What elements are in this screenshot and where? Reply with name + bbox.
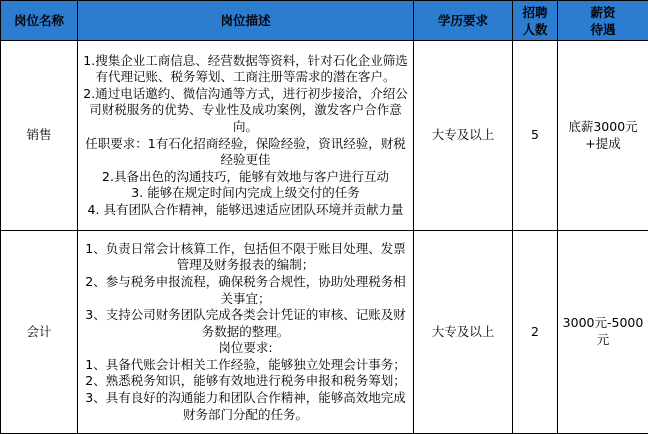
table-row-sales (1, 41, 648, 231)
cell-description (78, 41, 414, 231)
description-line: 3、具有良好的沟通能力和团队合作精神，能够高效地完成财务部门分配的任务。 (80, 390, 411, 423)
cell-salary: 底薪3000元+提成 (558, 41, 648, 231)
header-headcount-line1: 招聘 (515, 4, 555, 21)
cell-salary: 3000元-5000元 (558, 231, 648, 434)
description-line: 任职要求：1有石化招商经验，保险经验，资讯经验，财税经验更佳 (80, 136, 411, 169)
cell-description (78, 231, 414, 434)
description-line: 岗位要求: (80, 340, 411, 357)
description-line: 3. 能够在规定时间内完成上级交付的任务 (80, 185, 411, 202)
description-line: 1.搜集企业工商信息、经营数据等资料，针对石化企业筛选有代理记账、税务筹划、工商注册等需求的潜在客户。 (80, 53, 411, 86)
description-line: 2、熟悉税务知识，能够有效地进行税务申报和税务筹划； (80, 373, 411, 390)
header-salary-line2: 待遇 (560, 21, 646, 38)
description-line: 2.具备出色的沟通技巧，能够有效地与客户进行互动 (80, 169, 411, 186)
header-education: 学历要求 (414, 1, 513, 41)
header-salary (558, 1, 648, 41)
table-header-row (1, 1, 648, 41)
description-line: 3、支持公司财务团队完成各类会计凭证的审核、记账及财务数据的整理。 (80, 307, 411, 340)
header-position: 岗位名称 (1, 1, 78, 41)
cell-position: 销售 (1, 41, 78, 231)
description-line: 2、参与税务申报流程，确保税务合规性，协助处理税务相关事宜； (80, 274, 411, 307)
header-headcount (513, 1, 558, 41)
header-salary-line1: 薪资 (560, 4, 646, 21)
cell-education: 大专及以上 (414, 41, 513, 231)
description-line: 4. 具有团队合作精神，能够迅速适应团队环境并贡献力量 (80, 202, 411, 219)
description-line: 1、负责日常会计核算工作，包括但不限于账目处理、发票管理及财务报表的编制； (80, 241, 411, 274)
table-row-accountant (1, 231, 648, 434)
cell-headcount: 5 (513, 41, 558, 231)
header-headcount-line2: 人数 (515, 21, 555, 38)
cell-education: 大专及以上 (414, 231, 513, 434)
cell-position: 会计 (1, 231, 78, 434)
description-line: 2.通过电话邀约、微信沟通等方式，进行初步接洽，介绍公司财税服务的优势、专业性及成功案例，激发客户合作意向。 (80, 86, 411, 136)
description-line: 1、具备代账会计相关工作经验，能够独立处理会计事务； (80, 357, 411, 374)
header-description: 岗位描述 (78, 1, 414, 41)
cell-headcount: 2 (513, 231, 558, 434)
